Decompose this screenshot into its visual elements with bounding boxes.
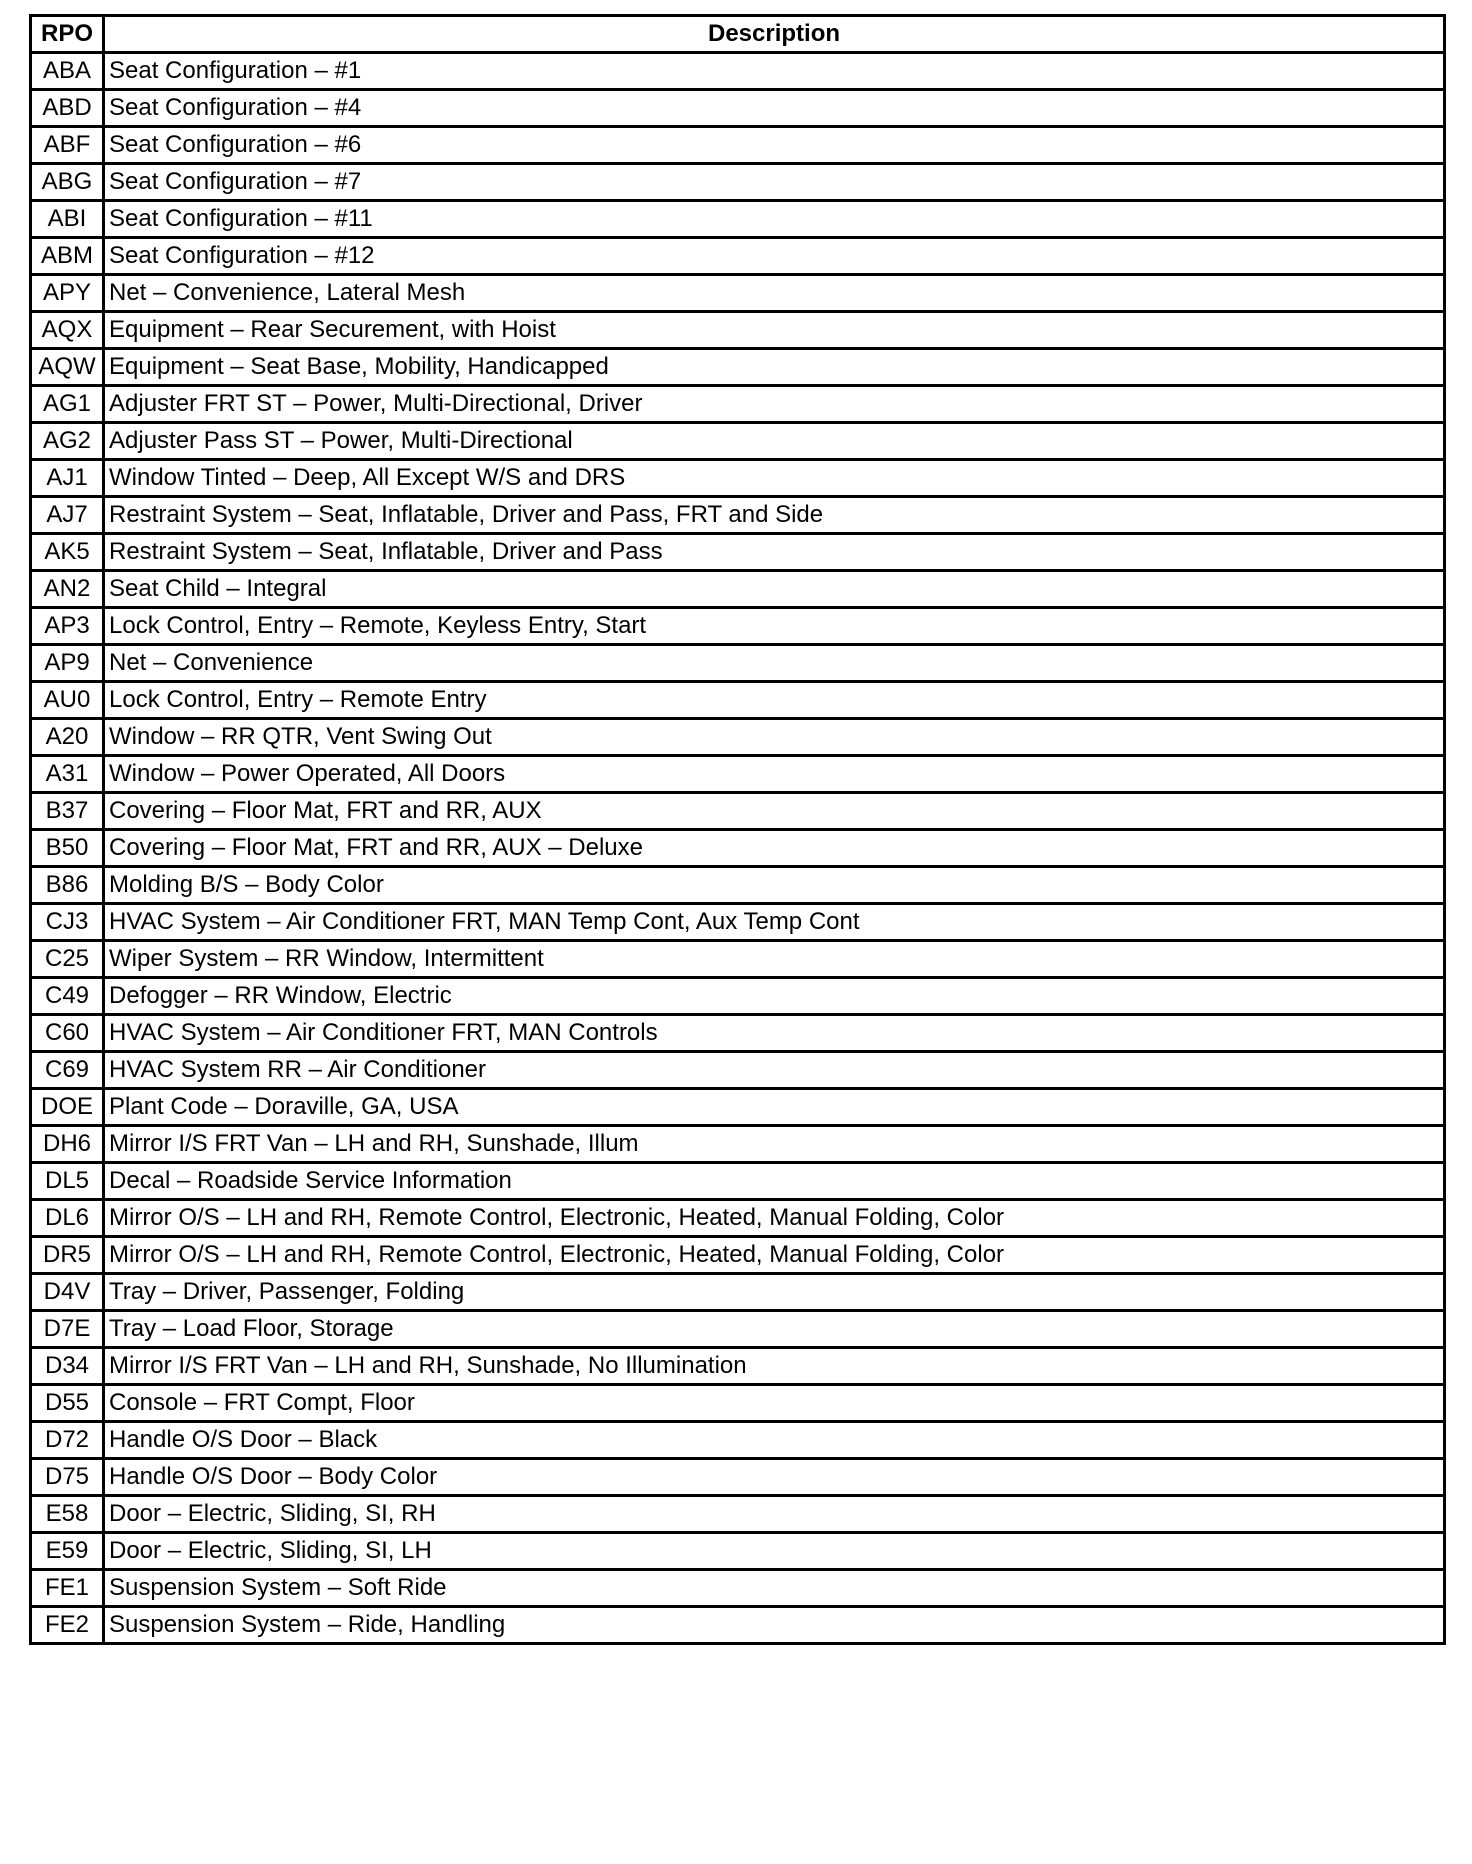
rpo-code-cell: FE2	[31, 1607, 104, 1644]
table-row	[31, 941, 1445, 978]
rpo-code-cell: A31	[31, 756, 104, 793]
table-row	[31, 534, 1445, 571]
rpo-code-cell: AQW	[31, 349, 104, 386]
table-row	[31, 423, 1445, 460]
table-row	[31, 275, 1445, 312]
table-row	[31, 1311, 1445, 1348]
description-cell: Seat Configuration – #1	[104, 53, 1445, 90]
rpo-code-cell: ABF	[31, 127, 104, 164]
table-row	[31, 312, 1445, 349]
description-cell: Window Tinted – Deep, All Except W/S and DRS	[104, 460, 1445, 497]
description-cell: Adjuster FRT ST – Power, Multi-Directional, Driver	[104, 386, 1445, 423]
table-row	[31, 238, 1445, 275]
rpo-code-cell: AJ7	[31, 497, 104, 534]
description-cell: HVAC System – Air Conditioner FRT, MAN Temp Cont, Aux Temp Cont	[104, 904, 1445, 941]
table-row	[31, 1496, 1445, 1533]
rpo-code-cell: AQX	[31, 312, 104, 349]
rpo-code-cell: ABG	[31, 164, 104, 201]
rpo-code-cell: C60	[31, 1015, 104, 1052]
description-cell: Seat Configuration – #11	[104, 201, 1445, 238]
rpo-code-cell: AP9	[31, 645, 104, 682]
rpo-code-cell: FE1	[31, 1570, 104, 1607]
description-cell: Tray – Driver, Passenger, Folding	[104, 1274, 1445, 1311]
rpo-code-cell: C25	[31, 941, 104, 978]
description-cell: Mirror O/S – LH and RH, Remote Control, Electronic, Heated, Manual Folding, Color	[104, 1200, 1445, 1237]
rpo-code-cell: DH6	[31, 1126, 104, 1163]
description-cell: Seat Child – Integral	[104, 571, 1445, 608]
description-cell: Equipment – Seat Base, Mobility, Handicapped	[104, 349, 1445, 386]
rpo-code-cell: ABI	[31, 201, 104, 238]
description-cell: Suspension System – Ride, Handling	[104, 1607, 1445, 1644]
table-header-row	[31, 16, 1445, 53]
rpo-code-cell: D75	[31, 1459, 104, 1496]
rpo-code-cell: D72	[31, 1422, 104, 1459]
description-cell: Seat Configuration – #4	[104, 90, 1445, 127]
table-row	[31, 1274, 1445, 1311]
description-cell: Covering – Floor Mat, FRT and RR, AUX – Deluxe	[104, 830, 1445, 867]
rpo-code-cell: CJ3	[31, 904, 104, 941]
description-cell: Restraint System – Seat, Inflatable, Driver and Pass	[104, 534, 1445, 571]
description-cell: Net – Convenience, Lateral Mesh	[104, 275, 1445, 312]
rpo-code-cell: DL5	[31, 1163, 104, 1200]
table-row	[31, 53, 1445, 90]
table-row	[31, 1126, 1445, 1163]
description-cell: Suspension System – Soft Ride	[104, 1570, 1445, 1607]
table-row	[31, 682, 1445, 719]
rpo-code-cell: AG2	[31, 423, 104, 460]
rpo-code-cell: AK5	[31, 534, 104, 571]
table-row	[31, 756, 1445, 793]
description-cell: HVAC System RR – Air Conditioner	[104, 1052, 1445, 1089]
table-row	[31, 830, 1445, 867]
table-row	[31, 867, 1445, 904]
table-row	[31, 608, 1445, 645]
table-row	[31, 386, 1445, 423]
rpo-code-cell: D4V	[31, 1274, 104, 1311]
description-cell: Wiper System – RR Window, Intermittent	[104, 941, 1445, 978]
rpo-code-cell: D34	[31, 1348, 104, 1385]
rpo-code-cell: E59	[31, 1533, 104, 1570]
rpo-code-cell: A20	[31, 719, 104, 756]
description-cell: Molding B/S – Body Color	[104, 867, 1445, 904]
rpo-code-cell: E58	[31, 1496, 104, 1533]
description-cell: Seat Configuration – #12	[104, 238, 1445, 275]
table-row	[31, 719, 1445, 756]
description-cell: Door – Electric, Sliding, SI, LH	[104, 1533, 1445, 1570]
description-column-header: Description	[104, 16, 1445, 53]
table-row	[31, 1237, 1445, 1274]
description-cell: HVAC System – Air Conditioner FRT, MAN Controls	[104, 1015, 1445, 1052]
rpo-code-cell: B37	[31, 793, 104, 830]
rpo-code-cell: ABD	[31, 90, 104, 127]
description-cell: Decal – Roadside Service Information	[104, 1163, 1445, 1200]
table-row	[31, 793, 1445, 830]
description-cell: Defogger – RR Window, Electric	[104, 978, 1445, 1015]
rpo-code-cell: DL6	[31, 1200, 104, 1237]
rpo-code-cell: DOE	[31, 1089, 104, 1126]
rpo-column-header: RPO	[31, 16, 104, 53]
rpo-code-cell: DR5	[31, 1237, 104, 1274]
description-cell: Handle O/S Door – Body Color	[104, 1459, 1445, 1496]
rpo-code-cell: B86	[31, 867, 104, 904]
table-row	[31, 1015, 1445, 1052]
rpo-code-cell: APY	[31, 275, 104, 312]
table-row	[31, 460, 1445, 497]
table-body	[31, 53, 1445, 1644]
description-cell: Door – Electric, Sliding, SI, RH	[104, 1496, 1445, 1533]
description-cell: Mirror I/S FRT Van – LH and RH, Sunshade, No Illumination	[104, 1348, 1445, 1385]
description-cell: Mirror O/S – LH and RH, Remote Control, Electronic, Heated, Manual Folding, Color	[104, 1237, 1445, 1274]
rpo-code-cell: AJ1	[31, 460, 104, 497]
description-cell: Mirror I/S FRT Van – LH and RH, Sunshade, Illum	[104, 1126, 1445, 1163]
table-row	[31, 1052, 1445, 1089]
rpo-code-cell: ABM	[31, 238, 104, 275]
table-row	[31, 1163, 1445, 1200]
rpo-code-cell: AG1	[31, 386, 104, 423]
table-row	[31, 201, 1445, 238]
rpo-code-cell: C49	[31, 978, 104, 1015]
description-cell: Seat Configuration – #6	[104, 127, 1445, 164]
description-cell: Net – Convenience	[104, 645, 1445, 682]
description-cell: Plant Code – Doraville, GA, USA	[104, 1089, 1445, 1126]
table-row	[31, 904, 1445, 941]
description-cell: Console – FRT Compt, Floor	[104, 1385, 1445, 1422]
table-row	[31, 571, 1445, 608]
table-row	[31, 1607, 1445, 1644]
description-cell: Covering – Floor Mat, FRT and RR, AUX	[104, 793, 1445, 830]
rpo-code-cell: AN2	[31, 571, 104, 608]
rpo-code-cell: ABA	[31, 53, 104, 90]
table-row	[31, 127, 1445, 164]
table-row	[31, 1422, 1445, 1459]
description-cell: Window – RR QTR, Vent Swing Out	[104, 719, 1445, 756]
rpo-code-cell: AP3	[31, 608, 104, 645]
rpo-code-cell: AU0	[31, 682, 104, 719]
rpo-table-container	[29, 14, 1443, 1645]
rpo-code-cell: B50	[31, 830, 104, 867]
table-row	[31, 1385, 1445, 1422]
description-cell: Seat Configuration – #7	[104, 164, 1445, 201]
table-row	[31, 1089, 1445, 1126]
table-row	[31, 1200, 1445, 1237]
table-row	[31, 497, 1445, 534]
description-cell: Equipment – Rear Securement, with Hoist	[104, 312, 1445, 349]
description-cell: Lock Control, Entry – Remote Entry	[104, 682, 1445, 719]
description-cell: Adjuster Pass ST – Power, Multi-Directional	[104, 423, 1445, 460]
description-cell: Handle O/S Door – Black	[104, 1422, 1445, 1459]
rpo-code-cell: D7E	[31, 1311, 104, 1348]
table-row	[31, 978, 1445, 1015]
table-row	[31, 90, 1445, 127]
table-row	[31, 164, 1445, 201]
table-row	[31, 1570, 1445, 1607]
description-cell: Restraint System – Seat, Inflatable, Driver and Pass, FRT and Side	[104, 497, 1445, 534]
rpo-table	[29, 14, 1446, 1645]
table-row	[31, 1459, 1445, 1496]
table-row	[31, 349, 1445, 386]
table-row	[31, 1533, 1445, 1570]
rpo-code-cell: C69	[31, 1052, 104, 1089]
description-cell: Tray – Load Floor, Storage	[104, 1311, 1445, 1348]
description-cell: Window – Power Operated, All Doors	[104, 756, 1445, 793]
table-row	[31, 645, 1445, 682]
description-cell: Lock Control, Entry – Remote, Keyless Entry, Start	[104, 608, 1445, 645]
table-row	[31, 1348, 1445, 1385]
rpo-code-cell: D55	[31, 1385, 104, 1422]
